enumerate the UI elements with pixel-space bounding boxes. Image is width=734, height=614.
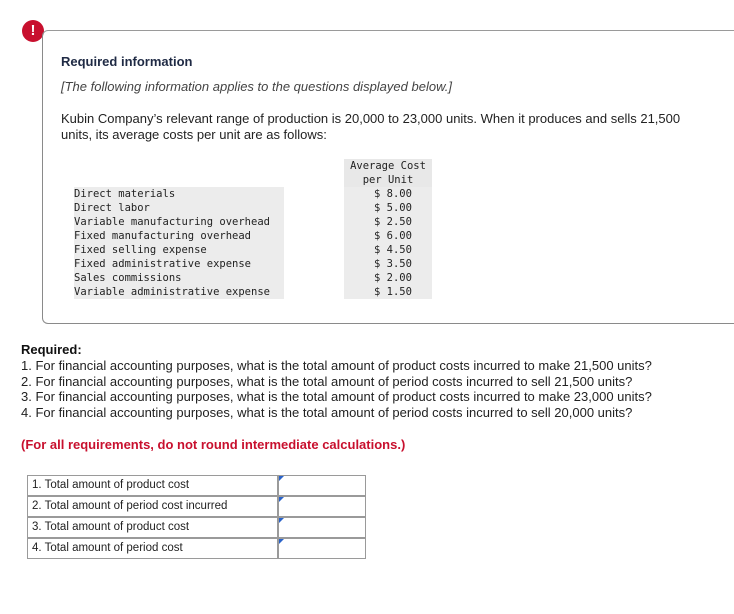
cost-row — [72, 187, 432, 201]
input-marker-icon — [279, 476, 284, 481]
cost-row — [72, 257, 432, 271]
answer-row — [27, 496, 367, 517]
cost-header-line2: per Unit — [362, 174, 414, 186]
answer-label: 4. Total amount of period cost — [27, 538, 278, 559]
answer-input-2[interactable] — [278, 496, 366, 517]
cost-label: Sales commissions — [74, 271, 284, 285]
required-list — [21, 358, 652, 420]
cost-row — [72, 201, 432, 215]
cost-row — [72, 271, 432, 285]
cost-row — [72, 229, 432, 243]
cost-label: Direct materials — [74, 187, 284, 201]
answer-input-3[interactable] — [278, 517, 366, 538]
info-paragraph: Kubin Company’s relevant range of production is 20,000 to 23,000 units. When it produces and sells 21,500 units, its average costs per unit are as follows: — [61, 111, 681, 142]
cost-value: $ 2.50 — [344, 215, 432, 229]
cost-row — [72, 285, 432, 299]
answer-row — [27, 475, 367, 496]
cost-label: Variable manufacturing overhead — [74, 215, 284, 229]
input-marker-icon — [279, 518, 284, 523]
required-item: 4. For financial accounting purposes, what is the total amount of period costs incurred to sell 20,000 units? — [21, 404, 633, 420]
answer-input-4[interactable] — [278, 538, 366, 559]
cost-value: $ 1.50 — [344, 285, 432, 299]
cost-value: $ 3.50 — [344, 257, 432, 271]
cost-row — [72, 215, 432, 229]
cost-label: Fixed selling expense — [74, 243, 284, 257]
answer-input-1[interactable] — [278, 475, 366, 496]
cost-row — [72, 243, 432, 257]
cost-label: Fixed manufacturing overhead — [74, 229, 284, 243]
cost-label: Direct labor — [74, 201, 284, 215]
info-subtitle: [The following information applies to the questions displayed below.] — [61, 79, 452, 94]
rounding-note: (For all requirements, do not round intermediate calculations.) — [21, 437, 406, 452]
cost-label: Fixed administrative expense — [74, 257, 284, 271]
answer-label: 3. Total amount of product cost — [27, 517, 278, 538]
required-item: 3. For financial accounting purposes, what is the total amount of product costs incurred to make 23,000 units? — [21, 389, 652, 404]
required-item: 1. For financial accounting purposes, what is the total amount of product costs incurred to make 21,500 units? — [21, 358, 652, 373]
cost-value: $ 4.50 — [344, 243, 432, 257]
cost-value: $ 5.00 — [344, 201, 432, 215]
cost-header-line1: Average Cost — [350, 160, 426, 172]
cost-value: $ 6.00 — [344, 229, 432, 243]
required-item: 2. For financial accounting purposes, what is the total amount of period costs incurred to sell 21,500 units? — [21, 373, 633, 389]
answer-label: 1. Total amount of product cost — [27, 475, 278, 496]
required-title: Required: — [21, 342, 82, 357]
cost-value: $ 2.00 — [344, 271, 432, 285]
answer-label: 2. Total amount of period cost incurred — [27, 496, 278, 517]
input-marker-icon — [279, 497, 284, 502]
cost-label: Variable administrative expense — [74, 285, 284, 299]
answer-row — [27, 517, 367, 538]
info-title: Required information — [61, 54, 193, 69]
cost-table-header — [344, 159, 432, 187]
alert-icon: ! — [22, 20, 44, 42]
input-marker-icon — [279, 539, 284, 544]
cost-value: $ 8.00 — [344, 187, 432, 201]
answer-row — [27, 538, 367, 559]
